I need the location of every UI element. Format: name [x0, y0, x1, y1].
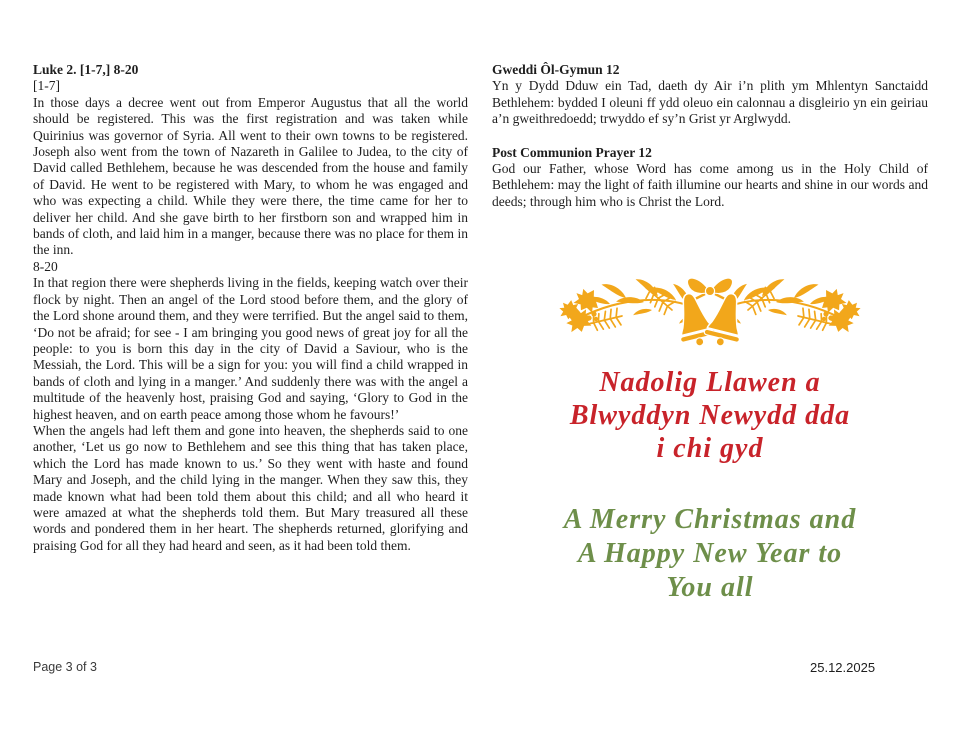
verse-label-2: 8-20 [33, 258, 58, 274]
right-column [492, 62, 928, 605]
english-greeting [492, 503, 928, 605]
post-communion-prayer-heading: Post Communion Prayer 12 [492, 144, 652, 160]
english-greeting-line: A Merry Christmas and [563, 504, 857, 536]
english-greeting-line: You all [666, 572, 754, 604]
reading-paragraph-2: In that region there were shepherds living in the fields, keeping watch over their flock by night. Then an angel of the Lord stood before them, and the glory of the Lord shone around them, and they were terrified. But the angel said to them, ‘Do not be afraid; for see - I am bringing you good news of great joy for all the people: to you is born this day in the city of David a Saviour, who is the Messiah, the Lord. This will be a sign for you: you will find a child wrapped in bands of cloth and lying in a manger.’ And suddenly there was with the angel a multitude of the heavenly host, praising God and saying, ‘Glory to God in the highest heaven, and on earth peace among those whom he favours!’ [33, 275, 468, 422]
date-label: 25.12.2025 [810, 660, 876, 675]
welsh-greeting-line: Nadolig Llawen a [599, 367, 821, 399]
welsh-greeting-line: i chi gyd [656, 433, 764, 465]
left-column [33, 62, 468, 554]
welsh-prayer-text: Yn y Dydd Dduw ein Tad, daeth dy Air i’n plith ym Mhlentyn Sanctaidd Bethlehem: bydded I oleuni ff ydd oleuo ein calonnau a disgleirio yn ein geiriau a’n gweithredoedd; trwyddo ef sy’n Grist yr Arglwydd. [492, 78, 928, 127]
reading-heading: Luke 2. [1-7,] 8-20 [33, 62, 139, 77]
christmas-bells-holly-ornament-icon [555, 266, 865, 352]
post-communion-prayer-text: God our Father, whose Word has come among us in the Holy Child of Bethlehem: may the light of faith illumine our hearts and shine in our words and deeds; through him who is Christ the Lord. [492, 161, 928, 209]
reading-paragraph-1: In those days a decree went out from Emperor Augustus that all the world should be registered. This was the first registration and was taken while Quirinius was governor of Syria. All went to their own towns to be registered. Joseph also went from the town of Nazareth in Galilee to Judea, to the city of David called Bethlehem, because he was descended from the house and family of David. He went to be registered with Mary, to whom he was engaged and who was expecting a child. While they were there, the time came for her to deliver her child. And she gave birth to her firstborn son and wrapped him in bands of cloth, and laid him in a manger, because there was no place for them in the inn. [33, 94, 468, 258]
welsh-greeting-line: Blwyddyn Newydd dda [569, 400, 851, 432]
english-greeting-line: A Happy New Year to [577, 538, 843, 570]
reading-paragraph-3: When the angels had left them and gone into heaven, the shepherds said to one another, ‘Let us go now to Bethlehem and see this thing that has taken place, which the Lord has made known to us.’ So they went with haste and found Mary and Joseph, and the child lying in the manger. When they saw this, they made known what had been told them about this child; and all who heard it were amazed at what the shepherds told them. But Mary treasured all these words and pondered them in her heart. The shepherds returned, glorifying and praising God for all they had heard and seen, as it had been told them. [33, 422, 468, 553]
page-number-label: Page 3 of 3 [33, 660, 97, 674]
welsh-greeting [492, 366, 928, 465]
welsh-prayer-heading: Gweddi Ôl-Gymun 12 [492, 62, 620, 77]
verse-label-1: [1-7] [33, 78, 60, 94]
